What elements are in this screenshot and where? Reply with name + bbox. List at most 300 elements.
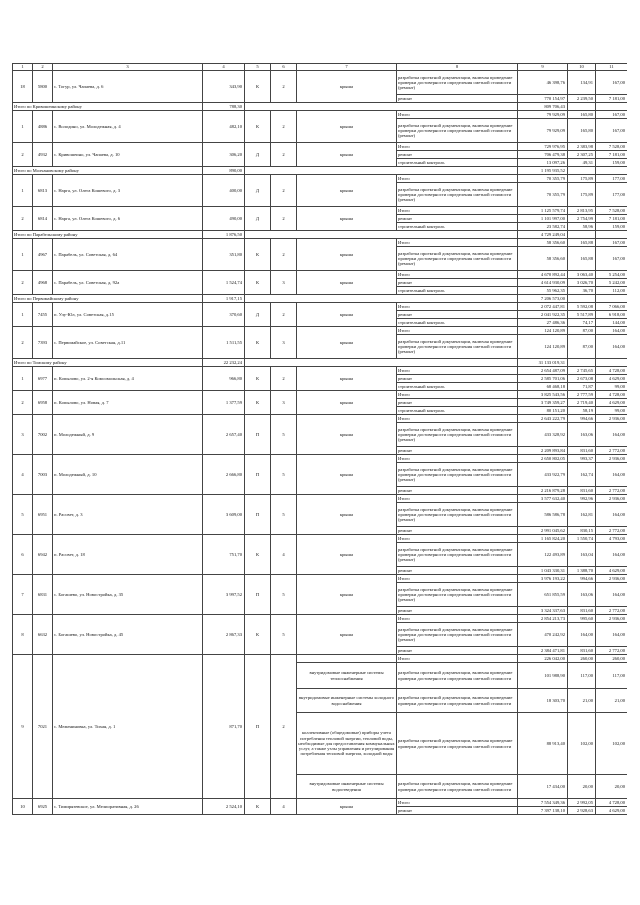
cost-per-unit: 58,96 — [568, 223, 596, 231]
cost-per-unit: 2 928,63 — [568, 807, 596, 815]
address: с. Нарга, ул. Олега Кошевого, д. 6 — [53, 207, 203, 231]
cost-per-unit: 117,00 — [568, 663, 596, 689]
work-type: крыша — [297, 799, 397, 815]
floors: 4 — [271, 535, 297, 575]
work-type: внутридомовые инженерные системы теплоснабжения — [297, 663, 397, 689]
max-cost: 20,00 — [596, 775, 628, 799]
column-header: 10 — [568, 64, 596, 71]
cost-per-unit: 993,37 — [568, 455, 596, 463]
row-number: 5 — [13, 495, 33, 535]
cost-value: 7 397 138,10 — [518, 807, 568, 815]
address: п. Молодежный, д. 10 — [53, 455, 203, 495]
total-area: 306,20 — [203, 143, 245, 167]
wall-material: К — [245, 239, 271, 271]
floors: 5 — [271, 615, 297, 655]
column-header: 11 — [596, 64, 628, 71]
district-total-sum: 7 206 573,00 — [518, 295, 568, 303]
cost-value: 729 976,95 — [518, 143, 568, 151]
house-id: 6925 — [33, 799, 53, 815]
header-row — [13, 64, 628, 71]
cost-item-label: Итого — [397, 327, 518, 335]
empty-cell — [245, 359, 518, 367]
cost-per-unit: 1 388,70 — [568, 567, 596, 575]
district-total-label: Итого по Парабельскому району — [13, 231, 203, 239]
house-id: 4967 — [33, 239, 53, 271]
table-row — [13, 143, 628, 151]
cost-item-label: Итого — [397, 207, 518, 215]
total-area: 1 377,59 — [203, 391, 245, 415]
wall-material: К — [245, 111, 271, 143]
max-cost: 167,00 — [596, 111, 628, 119]
work-type: крыша — [297, 111, 397, 143]
house-id: 7021 — [33, 655, 53, 799]
column-header: 5 — [245, 64, 271, 71]
cost-item-label: разработка проектной документации, включая проведение проверки достоверности определения сметной стоимости (ремонт) — [397, 623, 518, 647]
cost-value: 58 356,60 — [518, 247, 568, 271]
cost-per-unit: 2 719,40 — [568, 399, 596, 407]
cost-value: 4 614 930,09 — [518, 279, 568, 287]
cost-item-label: ремонт — [397, 447, 518, 455]
cost-value: 3 749 359,27 — [518, 399, 568, 407]
cost-value: 1 165 824,20 — [518, 535, 568, 543]
cost-item-label: Итого — [397, 799, 518, 807]
district-total-per-unit — [568, 231, 596, 239]
cost-value: 13 097,26 — [518, 159, 568, 167]
cost-per-unit: 20,00 — [568, 775, 596, 799]
cost-value: 2 041 922,35 — [518, 311, 568, 319]
max-cost: 7 181,00 — [596, 95, 628, 103]
total-area: 400,00 — [203, 175, 245, 207]
row-number: 2 — [13, 327, 33, 359]
max-cost: 7 528,00 — [596, 143, 628, 151]
cost-value: 651 855,59 — [518, 583, 568, 607]
cost-value: 1 125 579,74 — [518, 207, 568, 215]
cost-per-unit: 830,15 — [568, 527, 596, 535]
work-type: крыша — [297, 391, 397, 415]
address: п. Молодежный, д. 9 — [53, 415, 203, 455]
table-row — [13, 655, 628, 663]
house-id: 7003 — [33, 455, 53, 495]
table-row — [13, 327, 628, 335]
cost-value: 79 929,09 — [518, 111, 568, 119]
cost-per-unit: 175,89 — [568, 183, 596, 207]
district-total-per-unit — [568, 359, 596, 367]
cost-item-label: Итого — [397, 391, 518, 399]
row-number: 8 — [13, 615, 33, 655]
empty-cell — [245, 231, 518, 239]
cost-item-label: ремонт — [397, 95, 518, 103]
max-cost: 99,00 — [596, 383, 628, 391]
max-cost: 7 181,00 — [596, 151, 628, 159]
house-id: 6942 — [33, 535, 53, 575]
address: п. Копылово, ул. Новая, д. 7 — [53, 391, 203, 415]
max-cost: 159,00 — [596, 223, 628, 231]
work-type: крыша — [297, 575, 397, 615]
cost-item-label: разработка проектной документации, включая проведение проверки достоверности определения сметной стоимости (ремонт) — [397, 71, 518, 95]
row-number: 9 — [13, 655, 33, 799]
cost-item-label: строительный контроль — [397, 287, 518, 295]
cost-value: 3 577 632,40 — [518, 495, 568, 503]
district-total-label: Итого по Кривошеинскому району — [13, 103, 203, 111]
table-row — [13, 415, 628, 423]
address: с. Первомайское, ул. Советская, д.11 — [53, 327, 203, 359]
cost-per-unit: 49,31 — [568, 159, 596, 167]
max-cost: 164,00 — [596, 623, 628, 647]
floors: 5 — [271, 495, 297, 535]
column-header: 8 — [397, 64, 518, 71]
wall-material: Д — [245, 143, 271, 167]
cost-value: 433 922,79 — [518, 463, 568, 487]
district-total-area: 1 876,50 — [203, 231, 245, 239]
cost-value: 3 976 193,22 — [518, 575, 568, 583]
cost-item-label: Итого — [397, 615, 518, 623]
house-id: 6831 — [33, 575, 53, 615]
district-total-max — [596, 103, 628, 111]
floors: 3 — [271, 327, 297, 359]
table-row — [13, 367, 628, 375]
wall-material: П — [245, 455, 271, 495]
cost-per-unit: 165,88 — [568, 247, 596, 271]
max-cost: 2 936,00 — [596, 575, 628, 583]
max-cost: 164,00 — [596, 583, 628, 607]
row-number: 1 — [13, 111, 33, 143]
work-type: крыша — [297, 239, 397, 271]
cost-per-unit: 163,06 — [568, 583, 596, 607]
cost-per-unit: 162,74 — [568, 463, 596, 487]
wall-material: Д — [245, 207, 271, 231]
wall-material: К — [245, 271, 271, 295]
district-total-max — [596, 295, 628, 303]
district-total-label: Итого по Томскому району — [13, 359, 203, 367]
cost-item-label: разработка проектной документации, включая проведение проверки достоверности определения сметной стоимости (ремонт) — [397, 423, 518, 447]
total-area: 3 609,00 — [203, 495, 245, 535]
cost-per-unit: 994,66 — [568, 575, 596, 583]
cost-item-label: ремонт — [397, 311, 518, 319]
district-total-row — [13, 231, 628, 239]
floors: 2 — [271, 655, 297, 799]
cost-value: 433 328,92 — [518, 423, 568, 447]
house-id: 4886 — [33, 111, 53, 143]
empty-cell — [245, 295, 518, 303]
cost-item-label: Итого — [397, 175, 518, 183]
cost-value: 1 101 997,00 — [518, 215, 568, 223]
wall-material: Д — [245, 175, 271, 207]
cost-per-unit: 2 745,65 — [568, 367, 596, 375]
cost-per-unit: 831,60 — [568, 447, 596, 455]
wall-material: К — [245, 327, 271, 359]
cost-value: 4 670 892,44 — [518, 271, 568, 279]
work-type: крыша — [297, 207, 397, 231]
cost-item-label: ремонт — [397, 647, 518, 655]
table-row — [13, 303, 628, 311]
district-total-max — [596, 167, 628, 175]
max-cost: 164,00 — [596, 423, 628, 447]
cost-per-unit: 175,89 — [568, 175, 596, 183]
wall-material: Д — [245, 303, 271, 327]
total-area: 2 867,33 — [203, 615, 245, 655]
floors: 4 — [271, 799, 297, 815]
column-header: 9 — [518, 64, 568, 71]
cost-value: 80 151,20 — [518, 407, 568, 415]
cost-value: 2 650 802,05 — [518, 455, 568, 463]
cost-value: 17 434,00 — [518, 775, 568, 799]
cost-item-label: разработка проектной документации, включая проведение проверки достоверности определения сметной стоимости (ремонт) — [397, 183, 518, 207]
wall-material: П — [245, 575, 271, 615]
total-area: 370,60 — [203, 303, 245, 327]
address: с. Тимирязевское, ул. Мелиоративная, д. 26 — [53, 799, 203, 815]
work-type — [297, 655, 397, 663]
row-number: 10 — [13, 799, 33, 815]
wall-material: К — [245, 367, 271, 391]
cost-value: 124 120,89 — [518, 327, 568, 335]
cost-value: 55 962,35 — [518, 287, 568, 295]
house-id: 7393 — [33, 327, 53, 359]
max-cost: 7 066,00 — [596, 303, 628, 311]
cost-item-label: Итого — [397, 143, 518, 151]
house-id: 6977 — [33, 367, 53, 391]
cost-per-unit: 163,06 — [568, 423, 596, 447]
cost-item-label: разработка проектной документации, включая проведение проверки достоверности определения сметной стоимости (ремонт) — [397, 463, 518, 487]
max-cost: 167,00 — [596, 71, 628, 95]
cost-value: 2 643 222,79 — [518, 415, 568, 423]
cost-value: 1 043 330,31 — [518, 567, 568, 575]
cost-per-unit: 2 307,25 — [568, 151, 596, 159]
total-area: 1 524,74 — [203, 271, 245, 295]
district-total-max — [596, 359, 628, 367]
cost-item-label: строительный контроль — [397, 159, 518, 167]
floors: 2 — [271, 207, 297, 231]
cost-per-unit: 3 063,40 — [568, 271, 596, 279]
column-header: 1 — [13, 64, 33, 71]
cost-value: 2 072 447,81 — [518, 303, 568, 311]
cost-item-label: строительный контроль — [397, 383, 518, 391]
cost-per-unit: 831,60 — [568, 607, 596, 615]
district-total-area: 788,30 — [203, 103, 245, 111]
table-row — [13, 575, 628, 583]
cost-item-label: Итого — [397, 495, 518, 503]
max-cost: 167,00 — [596, 239, 628, 247]
address: п. Рассвет, д. 18 — [53, 535, 203, 575]
max-cost: 6 918,00 — [596, 311, 628, 319]
total-area: 351,80 — [203, 239, 245, 271]
row-number: 6 — [13, 535, 33, 575]
cost-item-label: ремонт — [397, 807, 518, 815]
max-cost: 260,00 — [596, 655, 628, 663]
work-type: внутридомовые инженерные системы водоотведения — [297, 775, 397, 799]
cost-item-label: строительный контроль — [397, 319, 518, 327]
address: с. Богашево, ул. Новостройка, д. 45 — [53, 615, 203, 655]
cost-value: 79 929,09 — [518, 119, 568, 143]
district-total-area: 1 917,15 — [203, 295, 245, 303]
max-cost: 117,00 — [596, 663, 628, 689]
address: с. Богашево, ул. Новостройка, д. 35 — [53, 575, 203, 615]
max-cost: 164,00 — [596, 503, 628, 527]
floors: 5 — [271, 575, 297, 615]
table-row — [13, 271, 628, 279]
house-id: 6958 — [33, 391, 53, 415]
table-row — [13, 615, 628, 623]
cost-per-unit: 260,00 — [568, 655, 596, 663]
total-area: 751,70 — [203, 535, 245, 575]
cost-item-label: разработка проектной документации, включая проведение проверки достоверности определения сметной стоимости — [397, 663, 518, 689]
house-id: 5800 — [33, 71, 53, 103]
table-row — [13, 799, 628, 807]
cost-value: 70 355,79 — [518, 175, 568, 183]
cost-per-unit: 165,80 — [568, 111, 596, 119]
work-type: крыша — [297, 455, 397, 495]
row-number: 1 — [13, 367, 33, 391]
max-cost: 164,00 — [596, 327, 628, 335]
floors: 2 — [271, 367, 297, 391]
total-area: 482,10 — [203, 111, 245, 143]
max-cost: 177,00 — [596, 183, 628, 207]
cost-value: 3 324 337,63 — [518, 607, 568, 615]
cost-value: 2 654 487,09 — [518, 367, 568, 375]
cost-item-label: разработка проектной документации, включая проведение проверки достоверности определения сметной стоимости — [397, 689, 518, 713]
cost-per-unit: 74,17 — [568, 319, 596, 327]
total-area: 1 511,55 — [203, 327, 245, 359]
max-cost: 167,00 — [596, 119, 628, 143]
house-id: 6632 — [33, 615, 53, 655]
district-total-per-unit — [568, 295, 596, 303]
district-total-row — [13, 295, 628, 303]
max-cost: 159,00 — [596, 159, 628, 167]
document-page — [12, 63, 627, 875]
max-cost: 2 936,00 — [596, 455, 628, 463]
empty-cell — [245, 167, 518, 175]
total-area: 2 657,40 — [203, 415, 245, 455]
address: п. Улу-Юл, ул. Советская, д.15 — [53, 303, 203, 327]
table-row — [13, 71, 628, 95]
cost-per-unit: 71,87 — [568, 383, 596, 391]
cost-per-unit: 2 239,50 — [568, 95, 596, 103]
max-cost: 21,00 — [596, 689, 628, 713]
cost-per-unit: 134,91 — [568, 71, 596, 95]
address: с. Парабель, ул. Советская, д. 92а — [53, 271, 203, 295]
floors: 2 — [271, 239, 297, 271]
max-cost: 177,00 — [596, 175, 628, 183]
cost-value: 706 479,38 — [518, 151, 568, 159]
floors: 5 — [271, 415, 297, 455]
district-total-area: 890,00 — [203, 167, 245, 175]
work-type: крыша — [297, 271, 397, 295]
total-area: 490,00 — [203, 207, 245, 231]
total-area: 871,70 — [203, 655, 245, 799]
cost-per-unit: 162,81 — [568, 503, 596, 527]
cost-value: 58 356,60 — [518, 239, 568, 247]
capital-repair-table — [12, 63, 627, 815]
cost-per-unit: 165,80 — [568, 119, 596, 143]
table-row — [13, 111, 628, 119]
row-number: 4 — [13, 455, 33, 495]
work-type: крыша — [297, 327, 397, 359]
table-row — [13, 535, 628, 543]
floors: 2 — [271, 111, 297, 143]
max-cost: 4 629,00 — [596, 399, 628, 407]
district-total-area: 22 232,24 — [203, 359, 245, 367]
cost-value: 2 991 045,62 — [518, 527, 568, 535]
max-cost: 2 772,00 — [596, 527, 628, 535]
work-type: крыша — [297, 367, 397, 391]
cost-item-label: разработка проектной документации, включая проведение проверки достоверности определения сметной стоимости (ремонт) — [397, 247, 518, 271]
cost-item-label: Итого — [397, 303, 518, 311]
row-number: 18 — [13, 71, 33, 103]
cost-per-unit: 3 026,70 — [568, 279, 596, 287]
cost-item-label: Итого — [397, 239, 518, 247]
district-total-sum: 1 195 935,52 — [518, 167, 568, 175]
cost-item-label: Итого — [397, 655, 518, 663]
district-total-max — [596, 231, 628, 239]
cost-value: 68 468,18 — [518, 383, 568, 391]
cost-item-label: разработка проектной документации, включая проведение проверки достоверности определения сметной стоимости — [397, 713, 518, 775]
table-row — [13, 391, 628, 399]
row-number: 2 — [13, 207, 33, 231]
cost-per-unit: 992,96 — [568, 495, 596, 503]
cost-item-label: строительный контроль — [397, 223, 518, 231]
max-cost: 2 936,00 — [596, 415, 628, 423]
district-total-row — [13, 359, 628, 367]
work-type: крыша — [297, 415, 397, 455]
max-cost: 4 728,00 — [596, 391, 628, 399]
work-type: коллективные (общедомовые) приборы учета потребления тепловой энергии, тепловой воды, необходимые для предоставления коммунальных услуг, а также узлы управления и регулирования потребления тепловой энергии, холодной воды — [297, 713, 397, 775]
cost-item-label: разработка проектной документации, включая проведение проверки достоверности определения сметной стоимости (ремонт) — [397, 335, 518, 359]
cost-per-unit: 2 673,08 — [568, 375, 596, 383]
cost-per-unit: 2 777,59 — [568, 391, 596, 399]
row-number: 1 — [13, 303, 33, 327]
cost-per-unit: 102,00 — [568, 713, 596, 775]
work-type: крыша — [297, 175, 397, 207]
max-cost: 5 242,00 — [596, 279, 628, 287]
work-type: крыша — [297, 303, 397, 327]
max-cost: 4 629,00 — [596, 375, 628, 383]
cost-item-label: разработка проектной документации, включая проведение проверки достоверности определения сметной стоимости (ремонт) — [397, 583, 518, 607]
cost-per-unit: 5 592,08 — [568, 303, 596, 311]
row-number: 3 — [13, 415, 33, 455]
cost-item-label: ремонт — [397, 487, 518, 495]
address: с. Кривошеино, ул. Чапаева, д. 10 — [53, 143, 203, 167]
wall-material: К — [245, 799, 271, 815]
max-cost: 164,00 — [596, 335, 628, 359]
max-cost: 4 793,00 — [596, 535, 628, 543]
district-total-per-unit — [568, 103, 596, 111]
cost-item-label: строительный контроль — [397, 407, 518, 415]
column-header: 3 — [53, 64, 203, 71]
cost-item-label: Итого — [397, 575, 518, 583]
total-area: 2 524,10 — [203, 799, 245, 815]
cost-per-unit: 87,00 — [568, 327, 596, 335]
row-number: 1 — [13, 175, 33, 207]
max-cost: 144,00 — [596, 319, 628, 327]
cost-per-unit: 994,66 — [568, 415, 596, 423]
house-id: 6813 — [33, 175, 53, 207]
cost-value: 586 586,78 — [518, 503, 568, 527]
address: с. Парабель, ул. Советская, д. 64 — [53, 239, 203, 271]
table-body — [13, 64, 628, 815]
cost-per-unit: 164,00 — [568, 623, 596, 647]
house-id: 7455 — [33, 303, 53, 327]
cost-value: 23 582,74 — [518, 223, 568, 231]
wall-material: П — [245, 655, 271, 799]
max-cost: 2 772,00 — [596, 647, 628, 655]
cost-per-unit: 87,00 — [568, 335, 596, 359]
work-type: крыша — [297, 615, 397, 655]
district-total-sum: 4 729 249,04 — [518, 231, 568, 239]
cost-item-label: ремонт — [397, 399, 518, 407]
cost-value: 2 216 879,28 — [518, 487, 568, 495]
cost-per-unit: 831,60 — [568, 487, 596, 495]
district-total-label: Итого по Молчановскому району — [13, 167, 203, 175]
cost-value: 7 554 349,36 — [518, 799, 568, 807]
